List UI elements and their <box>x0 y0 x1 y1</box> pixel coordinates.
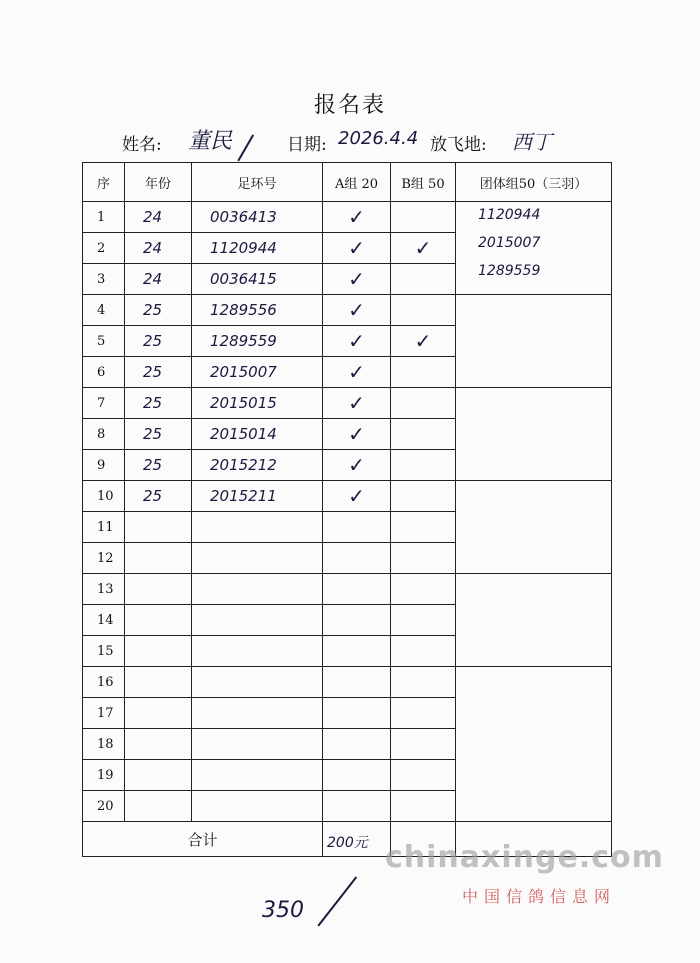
name-handwriting: 董民 <box>188 129 233 154</box>
row-group-b-check: ✓ <box>391 326 456 357</box>
row-index: 9 <box>83 450 125 481</box>
row-index: 10 <box>83 481 125 512</box>
row-ring-number: 2015007 <box>192 357 323 388</box>
row-year <box>125 791 192 822</box>
row-ring-number: 0036413 <box>192 202 323 233</box>
watermark-site: chinaxinge.com <box>385 840 664 875</box>
date-label: 日期: <box>287 135 327 155</box>
row-index: 2 <box>83 233 125 264</box>
row-group-a-check <box>323 636 391 667</box>
row-ring-number <box>192 667 323 698</box>
team-group-cell <box>456 481 612 574</box>
row-index: 19 <box>83 760 125 791</box>
row-index: 13 <box>83 574 125 605</box>
header-group-b: B组 50 <box>391 163 456 202</box>
row-year <box>125 729 192 760</box>
row-ring-number <box>192 605 323 636</box>
row-year: 24 <box>125 202 192 233</box>
date-handwriting: 2026.4.4 <box>338 128 419 149</box>
row-group-b-check <box>391 574 456 605</box>
row-group-b-check <box>391 264 456 295</box>
row-year: 25 <box>125 295 192 326</box>
row-year: 25 <box>125 481 192 512</box>
table-row <box>83 295 612 326</box>
row-ring-number: 2015014 <box>192 419 323 450</box>
row-group-a-check: ✓ <box>323 202 391 233</box>
release-label: 放飞地: <box>430 135 487 155</box>
row-group-a-check: ✓ <box>323 388 391 419</box>
row-group-a-check <box>323 543 391 574</box>
row-year <box>125 698 192 729</box>
row-group-a-check: ✓ <box>323 481 391 512</box>
pen-slash-mark <box>317 876 356 926</box>
release-handwriting: 西丁 <box>512 130 552 154</box>
row-group-a-check: ✓ <box>323 295 391 326</box>
row-group-a-check: ✓ <box>323 450 391 481</box>
row-group-b-check <box>391 450 456 481</box>
row-index: 16 <box>83 667 125 698</box>
row-year: 24 <box>125 264 192 295</box>
row-ring-number: 1289559 <box>192 326 323 357</box>
header-group-a: A组 20 <box>323 163 391 202</box>
row-ring-number <box>192 574 323 605</box>
watermark-name: 中国信鸽信息网 <box>462 887 617 906</box>
row-index: 12 <box>83 543 125 574</box>
row-year <box>125 667 192 698</box>
row-year: 25 <box>125 388 192 419</box>
row-group-b-check <box>391 791 456 822</box>
row-year: 25 <box>125 419 192 450</box>
row-year: 24 <box>125 233 192 264</box>
header-team: 团体组50（三羽） <box>456 163 612 202</box>
table-row <box>83 667 612 698</box>
row-ring-number: 2015212 <box>192 450 323 481</box>
row-index: 4 <box>83 295 125 326</box>
row-group-b-check <box>391 667 456 698</box>
row-group-b-check <box>391 729 456 760</box>
team-entry: 2015007 <box>478 235 541 251</box>
row-group-a-check <box>323 760 391 791</box>
row-ring-number <box>192 636 323 667</box>
row-year <box>125 760 192 791</box>
row-group-b-check <box>391 357 456 388</box>
row-year <box>125 512 192 543</box>
row-group-a-check: ✓ <box>323 357 391 388</box>
row-year <box>125 543 192 574</box>
row-group-b-check <box>391 202 456 233</box>
row-group-a-check <box>323 791 391 822</box>
row-group-a-check <box>323 667 391 698</box>
registration-table <box>82 162 612 857</box>
row-group-a-check: ✓ <box>323 326 391 357</box>
row-year: 25 <box>125 357 192 388</box>
header-ring: 足环号 <box>192 163 323 202</box>
row-group-a-check: ✓ <box>323 233 391 264</box>
row-index: 17 <box>83 698 125 729</box>
row-group-b-check <box>391 512 456 543</box>
table-header-row <box>83 163 612 202</box>
row-year: 25 <box>125 326 192 357</box>
row-ring-number <box>192 791 323 822</box>
row-group-b-check <box>391 760 456 791</box>
table-row <box>83 388 612 419</box>
team-group-cell <box>456 574 612 667</box>
row-ring-number <box>192 543 323 574</box>
row-ring-number <box>192 698 323 729</box>
bottom-handwritten-note: 350 <box>262 898 304 923</box>
row-index: 11 <box>83 512 125 543</box>
header-year: 年份 <box>125 163 192 202</box>
row-group-b-check <box>391 419 456 450</box>
row-ring-number: 2015211 <box>192 481 323 512</box>
row-ring-number: 1289556 <box>192 295 323 326</box>
row-ring-number: 1120944 <box>192 233 323 264</box>
name-label: 姓名: <box>122 135 162 155</box>
row-group-b-check <box>391 481 456 512</box>
row-ring-number <box>192 512 323 543</box>
pen-stroke-mark <box>237 134 253 161</box>
row-index: 7 <box>83 388 125 419</box>
team-group-cell <box>456 202 612 295</box>
row-ring-number: 2015015 <box>192 388 323 419</box>
header-index: 序 <box>83 163 125 202</box>
row-index: 3 <box>83 264 125 295</box>
row-year: 25 <box>125 450 192 481</box>
row-index: 18 <box>83 729 125 760</box>
row-group-b-check <box>391 636 456 667</box>
row-group-a-check <box>323 574 391 605</box>
row-year <box>125 605 192 636</box>
team-group-cell <box>456 295 612 388</box>
row-group-b-check <box>391 605 456 636</box>
table-row <box>83 202 612 233</box>
form-title: 报名表 <box>313 93 386 118</box>
row-ring-number <box>192 729 323 760</box>
team-group-cell <box>456 667 612 822</box>
row-group-a-check <box>323 698 391 729</box>
row-group-b-check <box>391 698 456 729</box>
row-group-b-check: ✓ <box>391 233 456 264</box>
total-label: 合计 <box>83 822 323 857</box>
row-ring-number: 0036415 <box>192 264 323 295</box>
row-group-b-check <box>391 295 456 326</box>
row-group-b-check <box>391 543 456 574</box>
row-index: 14 <box>83 605 125 636</box>
row-group-a-check: ✓ <box>323 264 391 295</box>
row-group-a-check: ✓ <box>323 419 391 450</box>
team-entry: 1120944 <box>478 207 541 223</box>
row-index: 1 <box>83 202 125 233</box>
row-group-a-check <box>323 512 391 543</box>
table-row <box>83 574 612 605</box>
team-entry: 1289559 <box>478 263 541 279</box>
table-row <box>83 481 612 512</box>
row-group-a-check <box>323 605 391 636</box>
row-index: 6 <box>83 357 125 388</box>
row-index: 15 <box>83 636 125 667</box>
total-group-a: 200元 <box>323 822 391 857</box>
row-ring-number <box>192 760 323 791</box>
row-index: 8 <box>83 419 125 450</box>
row-year <box>125 636 192 667</box>
row-index: 5 <box>83 326 125 357</box>
row-group-a-check <box>323 729 391 760</box>
row-index: 20 <box>83 791 125 822</box>
team-group-cell <box>456 388 612 481</box>
row-group-b-check <box>391 388 456 419</box>
row-year <box>125 574 192 605</box>
